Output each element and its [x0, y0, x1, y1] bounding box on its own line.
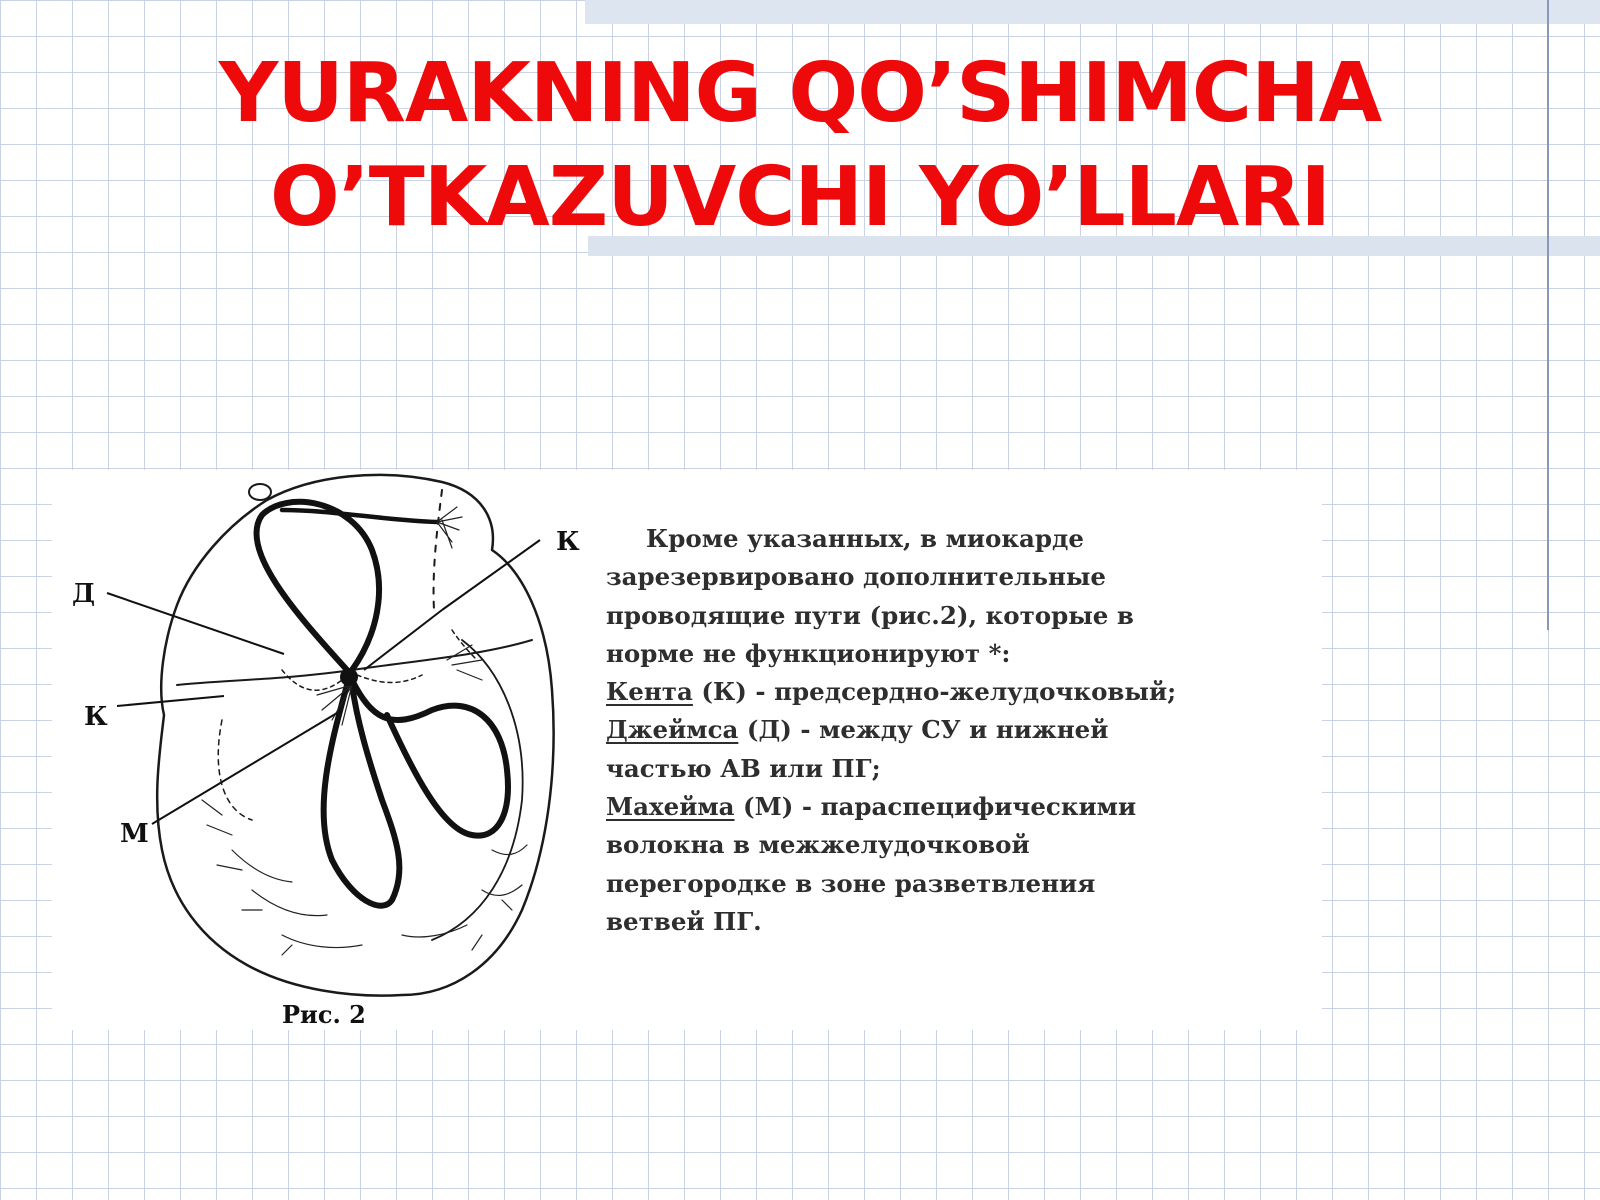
- label-k-left: К: [84, 702, 108, 732]
- desc-mahaim: [606, 788, 1326, 826]
- label-d: Д: [72, 579, 96, 609]
- james-text: (Д) - между СУ и нижней: [738, 715, 1109, 745]
- james-name: Джеймса: [606, 715, 739, 745]
- desc-line-1: Кроме указанных, в миокарде: [646, 524, 1084, 553]
- desc-line-9: волокна в межжелудочковой: [606, 830, 1030, 860]
- leader-m: [152, 710, 342, 824]
- mahaim-name: Махейма: [606, 792, 735, 822]
- desc-james: [606, 711, 1326, 749]
- label-k-top: К: [556, 527, 580, 557]
- desc-line-10: перегородке в зоне разветвления: [606, 868, 1096, 898]
- av-node: [340, 668, 358, 686]
- leader-k-left: [117, 696, 224, 706]
- leader-d: [107, 593, 284, 654]
- top-band: [585, 0, 1600, 24]
- atrial-septum: [434, 490, 442, 610]
- desc-line-4: норме не функционируют *:: [606, 638, 1011, 668]
- kent-name: Кента: [606, 677, 693, 707]
- desc-line-7: частью АВ или ПГ;: [606, 753, 881, 783]
- desc-line-2: зарезервировано дополнительные: [606, 562, 1107, 592]
- figure-caption: Рис. 2: [282, 1000, 366, 1029]
- kent-text: (К) - предсердно-желудочковый;: [692, 677, 1177, 707]
- heart-conduction-diagram: [52, 470, 612, 1030]
- slide-title: [0, 42, 1600, 250]
- desc-line-11: ветвей ПГ.: [606, 906, 762, 936]
- description-text: [606, 520, 1326, 941]
- atrial-pathway: [256, 502, 379, 670]
- label-m: М: [120, 819, 149, 849]
- vessel-stub: [249, 484, 271, 500]
- heart-outline: [157, 475, 553, 996]
- desc-kent: [606, 673, 1326, 711]
- title-line-2: O’TKAZUVCHI YO’LLARI: [269, 150, 1331, 245]
- bachmann-bundle: [282, 510, 437, 522]
- mahaim-text: (М) - параспецифическими: [734, 792, 1137, 822]
- left-bundle-branch: [352, 680, 508, 836]
- desc-line-3: проводящие пути (рис.2), которые в: [606, 600, 1134, 630]
- title-line-1: YURAKNING QO’SHIMCHA: [218, 46, 1382, 141]
